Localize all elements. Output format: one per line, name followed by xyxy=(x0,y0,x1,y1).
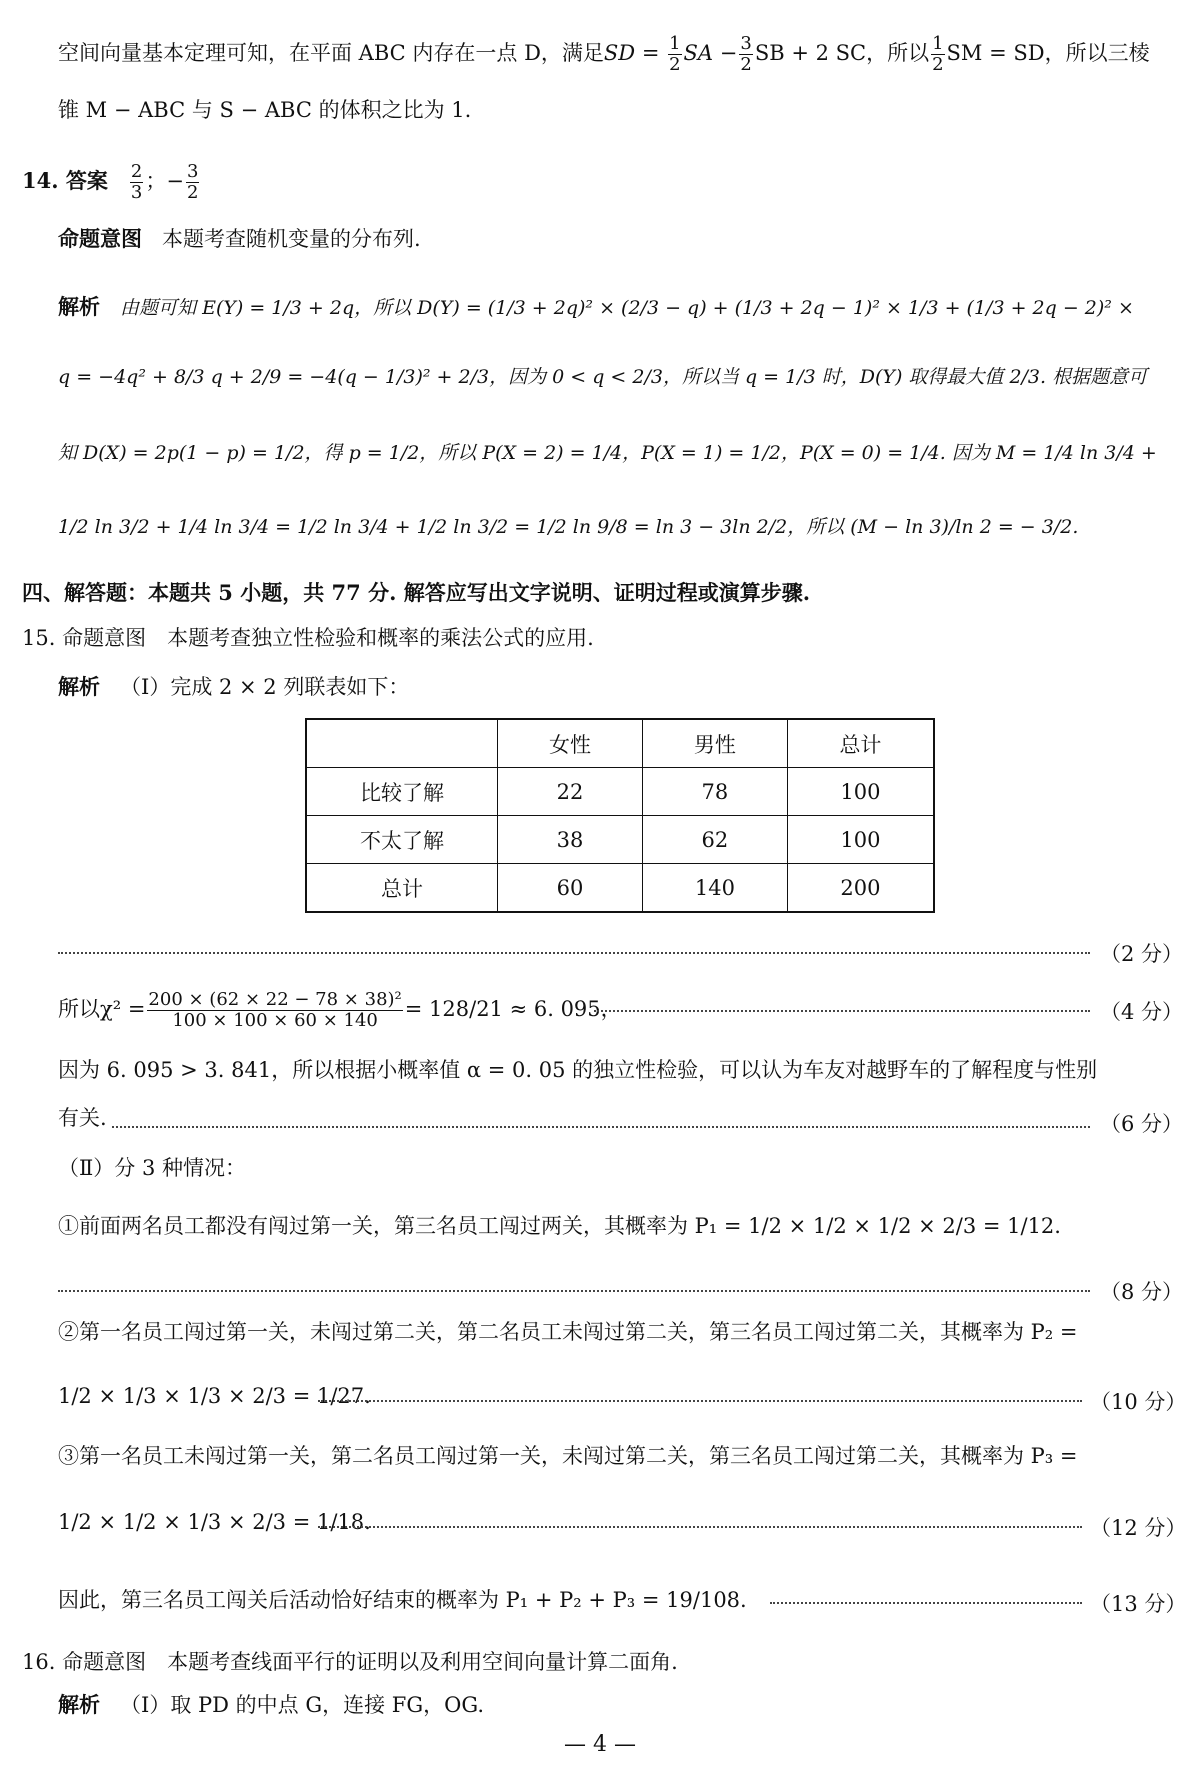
table-row xyxy=(306,816,934,864)
numerator: 200 × (62 × 22 − 78 × 38)² xyxy=(148,989,402,1010)
denominator: 2 xyxy=(669,53,681,75)
numerator: 1 xyxy=(932,33,944,54)
q14-solution-line-1 xyxy=(58,296,1134,318)
table-cell: 200 xyxy=(787,864,934,913)
text-line: 有关. xyxy=(58,1106,107,1130)
table-cell: 比较了解 xyxy=(306,768,498,816)
table-cell: 140 xyxy=(642,864,787,913)
table-cell: 不太了解 xyxy=(306,816,498,864)
q14-solution-line-3: 知 D(X) = 2p(1 − p) = 1/2，得 p = 1/2，所以 P(X = 2) = 1/4，P(X = 1) = 1/2，P(X = 0) = 1/4. 因为 M = 1/4 ln 3/4 + xyxy=(58,442,1157,464)
intent-label: 命题意图 xyxy=(58,226,142,251)
fraction xyxy=(147,990,402,1031)
fraction xyxy=(668,34,681,75)
fraction xyxy=(186,162,199,203)
chi-square-line xyxy=(58,990,622,1031)
q14-solution-line-4: 1/2 ln 3/2 + 1/4 ln 3/4 = 1/2 ln 3/4 + 1/2 ln 3/2 = 1/2 ln 9/8 = ln 3 − 3ln 2/2，所以 (M − ln 3)/ln 2 = − 3/2. xyxy=(58,516,1079,538)
table-cell: 男性 xyxy=(642,719,787,768)
score-mark: （13 分） xyxy=(1090,1592,1187,1616)
solution-label: 解析 xyxy=(58,294,100,319)
numerator: 3 xyxy=(186,161,199,182)
text-line: ②第一名员工闯过第一关，未闯过第二关，第二名员工未闯过第二关，第三名员工闯过第二关，其概率为 P₂ = xyxy=(58,1320,1078,1344)
table-cell: 22 xyxy=(498,768,643,816)
dot-leader xyxy=(318,1526,1082,1528)
score-mark: （12 分） xyxy=(1090,1516,1187,1540)
table-cell: 38 xyxy=(498,816,643,864)
table-cell: 100 xyxy=(787,816,934,864)
text-line: ③第一名员工未闯过第一关，第二名员工闯过第一关，未闯过第二关，第三名员工闯过第二关，其概率为 P₃ = xyxy=(58,1444,1078,1468)
q14-answer-line xyxy=(22,162,201,203)
table-cell: 78 xyxy=(642,768,787,816)
formula-text: 由题可知 E(Y) = 1/3 + 2q，所以 D(Y) = (1/3 + 2q)² × (2/3 − q) + (1/3 + 2q − 1)² × 1/3 + (1/3 + 2q − 2)² × xyxy=(120,297,1134,319)
text-line: （Ⅱ）分 3 种情况： xyxy=(58,1156,246,1180)
q16-intent-line: 16. 命题意图 本题考查线面平行的证明以及利用空间向量计算二面角. xyxy=(22,1650,678,1674)
q16-solution-line xyxy=(58,1694,484,1716)
fraction xyxy=(931,34,944,75)
text-line xyxy=(58,34,1150,75)
text-run: SM = SD，所以三棱 xyxy=(946,40,1150,65)
score-mark: （2 分） xyxy=(1100,942,1184,966)
text-line: 因为 6. 095 > 3. 841，所以根据小概率值 α = 0. 05 的独立性检验，可以认为车友对越野车的了解程度与性别 xyxy=(58,1058,1098,1082)
denominator: 2 xyxy=(186,181,199,203)
denominator: 2 xyxy=(932,53,944,75)
text-line: 1/2 × 1/2 × 1/3 × 2/3 = 1/18. xyxy=(58,1510,371,1534)
vector-text: SA − xyxy=(683,40,738,65)
table-row xyxy=(306,768,934,816)
dot-leader xyxy=(318,1400,1082,1402)
table-cell: 女性 xyxy=(498,719,643,768)
solution-text: （Ⅰ）取 PD 的中点 G，连接 FG，OG. xyxy=(120,1693,485,1717)
numerator: 2 xyxy=(130,161,143,182)
q14-intent-line xyxy=(58,228,421,250)
separator: ；− xyxy=(145,168,184,193)
section-heading: 四、解答题：本题共 5 小题，共 77 分. 解答应写出文字说明、证明过程或演算步骤. xyxy=(22,580,811,605)
dot-leader xyxy=(112,1126,1090,1128)
denominator: 100 × 100 × 60 × 140 xyxy=(172,1009,378,1031)
fraction xyxy=(130,162,143,203)
table-cell: 60 xyxy=(498,864,643,913)
text-run: 空间向量基本定理可知，在平面 ABC 内存在一点 D，满足 xyxy=(58,40,604,65)
score-mark: （4 分） xyxy=(1100,1000,1184,1024)
numerator: 3 xyxy=(740,33,752,54)
score-mark: （10 分） xyxy=(1090,1390,1187,1414)
solution-text: （Ⅰ）完成 2 × 2 列联表如下： xyxy=(120,675,410,699)
q15-solution-line xyxy=(58,676,409,698)
text-line: 因此，第三名员工闯关后活动恰好结束的概率为 P₁ + P₂ + P₃ = 19/108. xyxy=(58,1588,747,1612)
solution-label: 解析 xyxy=(58,674,100,699)
vector-text: SD = xyxy=(603,40,667,65)
table-cell: 总计 xyxy=(787,719,934,768)
question-heading: 14. 答案 xyxy=(22,167,108,193)
dot-leader xyxy=(58,1290,1090,1292)
q14-solution-line-2: q = −4q² + 8/3 q + 2/9 = −4(q − 1/3)² + 2/3，因为 0 < q < 2/3，所以当 q = 1/3 时，D(Y) 取得最大值 2/3. 根据题意可 xyxy=(58,366,1148,388)
text-run: SB + 2 SC，所以 xyxy=(754,40,930,65)
table-header-row xyxy=(306,719,934,768)
text-line: ①前面两名员工都没有闯过第一关，第三名员工闯过两关，其概率为 P₁ = 1/2 × 1/2 × 1/2 × 2/3 = 1/12. xyxy=(58,1214,1061,1238)
score-mark: （8 分） xyxy=(1100,1280,1184,1304)
denominator: 2 xyxy=(740,53,752,75)
score-mark: （6 分） xyxy=(1100,1112,1184,1136)
q15-intent-line: 15. 命题意图 本题考查独立性检验和概率的乘法公式的应用. xyxy=(22,626,594,650)
intent-text: 本题考查随机变量的分布列. xyxy=(162,227,421,251)
numerator: 1 xyxy=(669,33,681,54)
fraction xyxy=(739,34,752,75)
table-cell: 总计 xyxy=(306,864,498,913)
dot-leader xyxy=(58,952,1090,954)
table-cell xyxy=(306,719,498,768)
denominator: 3 xyxy=(130,181,143,203)
text-run: = 128/21 ≈ 6. 095， xyxy=(404,996,622,1021)
page-number: — 4 — xyxy=(564,1732,636,1757)
dot-leader xyxy=(770,1602,1082,1604)
table-cell: 100 xyxy=(787,768,934,816)
table-cell: 62 xyxy=(642,816,787,864)
text-run: 所以χ² = xyxy=(58,996,146,1021)
solution-label: 解析 xyxy=(58,1692,100,1717)
dot-leader xyxy=(594,1010,1090,1012)
text-line: 锥 M − ABC 与 S − ABC 的体积之比为 1. xyxy=(58,98,472,122)
text-line: 1/2 × 1/3 × 1/3 × 2/3 = 1/27. xyxy=(58,1384,371,1408)
table-row xyxy=(306,864,934,913)
contingency-table xyxy=(305,718,935,913)
